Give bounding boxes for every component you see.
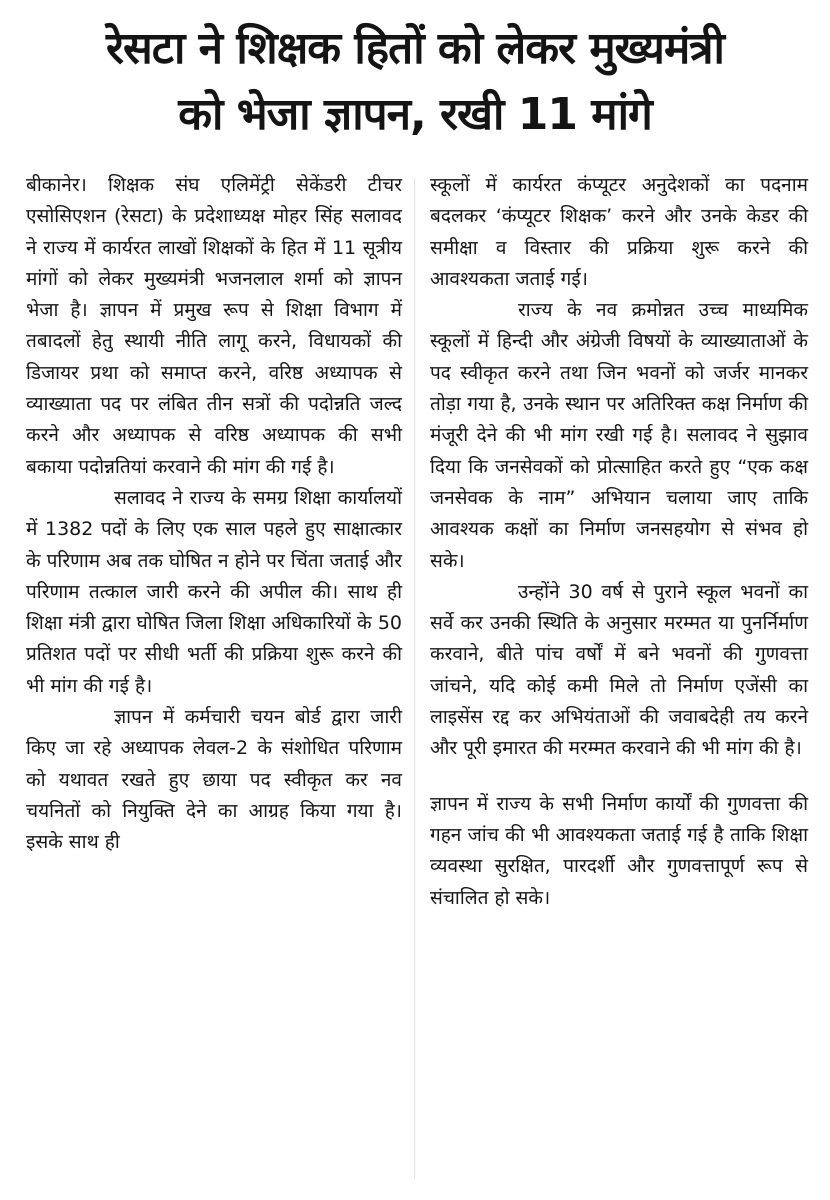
article-column-right	[430, 170, 808, 914]
article-paragraph: सलावद ने राज्य के समग्र शिक्षा कार्यालयों में 1382 पदों के लिए एक साल पहले हुए साक्षात्कार के परिणाम अब तक घोषित न होने पर चिंता जताई और परिणाम तत्काल जारी करने की अपील की। साथ ही शिक्षा मंत्री द्वारा घोषित जिला शिक्षा अधिकारियों के 50 प्रतिशत पदों पर सीधी भर्ती की प्रक्रिया शुरू करने की भी मांग की गई है।	[26, 486, 402, 697]
article-paragraph: उन्होंने 30 वर्ष से पुराने स्कूल भवनों का सर्वे कर उनकी स्थिति के अनुसार मरम्मत या पुनर्निर्माण करवाने, बीते पांच वर्षों में बने भवनों की गुणवत्ता जांचने, यदि कोई कमी मिले तो निर्माण एजेंसी का लाइसेंस रद्द कर अभियंताओं की जवाबदेही तय करने और पूरी इमारत की मरम्मत करवाने की भी मांग की है।	[430, 580, 808, 760]
column-divider	[414, 178, 415, 1178]
article-paragraph: ज्ञापन में राज्य के सभी निर्माण कार्यों की गुणवत्ता की गहन जांच की भी आवश्यकता जताई गई है ताकि शिक्षा व्यवस्था सुरक्षित, पारदर्शी और गुणवत्तापूर्ण रूप से संचालित हो सके।	[430, 792, 808, 909]
article-paragraph: स्कूलों में कार्यरत कंप्यूटर अनुदेशकों का पदनाम बदलकर ‘कंप्यूटर शिक्षक’ करने और उनके केडर की समीक्षा व विस्तार की प्रक्रिया शुरू करने की आवश्यकता जताई गई।	[430, 174, 808, 290]
article-column-left	[26, 170, 402, 859]
article-paragraph: ज्ञापन में कर्मचारी चयन बोर्ड द्वारा जारी किए जा रहे अध्यापक लेवल-2 के संशोधित परिणाम को यथावत रखते हुए छाया पद स्वीकृत कर नव चयनितों को नियुक्ति देने का आग्रह किया गया है। इसके साथ ही	[26, 706, 402, 854]
headline	[0, 16, 830, 148]
article-paragraph: बीकानेर। शिक्षक संघ एलिमेंट्री सेकेंडरी टीचर एसोसिएशन (रेसटा) के प्रदेशाध्यक्ष मोहर सिंह सलावद ने राज्य में कार्यरत लाखों शिक्षकों के हित में 11 सूत्रीय मांगों को लेकर मुख्यमंत्री भजनलाल शर्मा को ज्ञापन भेजा है। ज्ञापन में प्रमुख रूप से शिक्षा विभाग में तबादलों हेतु स्थायी नीति लागू करने, विधायकों की डिजायर प्रथा को समाप्त करने, वरिष्ठ अध्यापक से व्याख्याता पद पर लंबित तीन सत्रों की पदोन्नति जल्द करने और अध्यापक से वरिष्ठ अध्यापक की सभी बकाया पदोन्नतियां करवाने की मांग की गई है।	[26, 174, 402, 478]
article-paragraph: राज्य के नव क्रमोन्नत उच्च माध्यमिक स्कूलों में हिन्दी और अंग्रेजी विषयों के व्याख्याताओं के पद स्वीकृत करने तथा जिन भवनों को जर्जर मानकर तोड़ा गया है, उनके स्थान पर अतिरिक्त कक्ष निर्माण की मंजूरी देने की भी मांग रखी गई है। सलावद ने सुझाव दिया कि जनसेवकों को प्रोत्साहित करते हुए “एक कक्ष जनसेवक के नाम” अभियान चलाया जाए ताकि आवश्यक कक्षों का निर्माण जनसहयोग से संभव हो सके।	[430, 299, 808, 572]
headline-line-1: रेसटा ने शिक्षक हितों को लेकर मुख्यमंत्री	[106, 23, 724, 74]
headline-line-2: को भेजा ज्ञापन, रखी 11 मांगे	[178, 89, 652, 140]
